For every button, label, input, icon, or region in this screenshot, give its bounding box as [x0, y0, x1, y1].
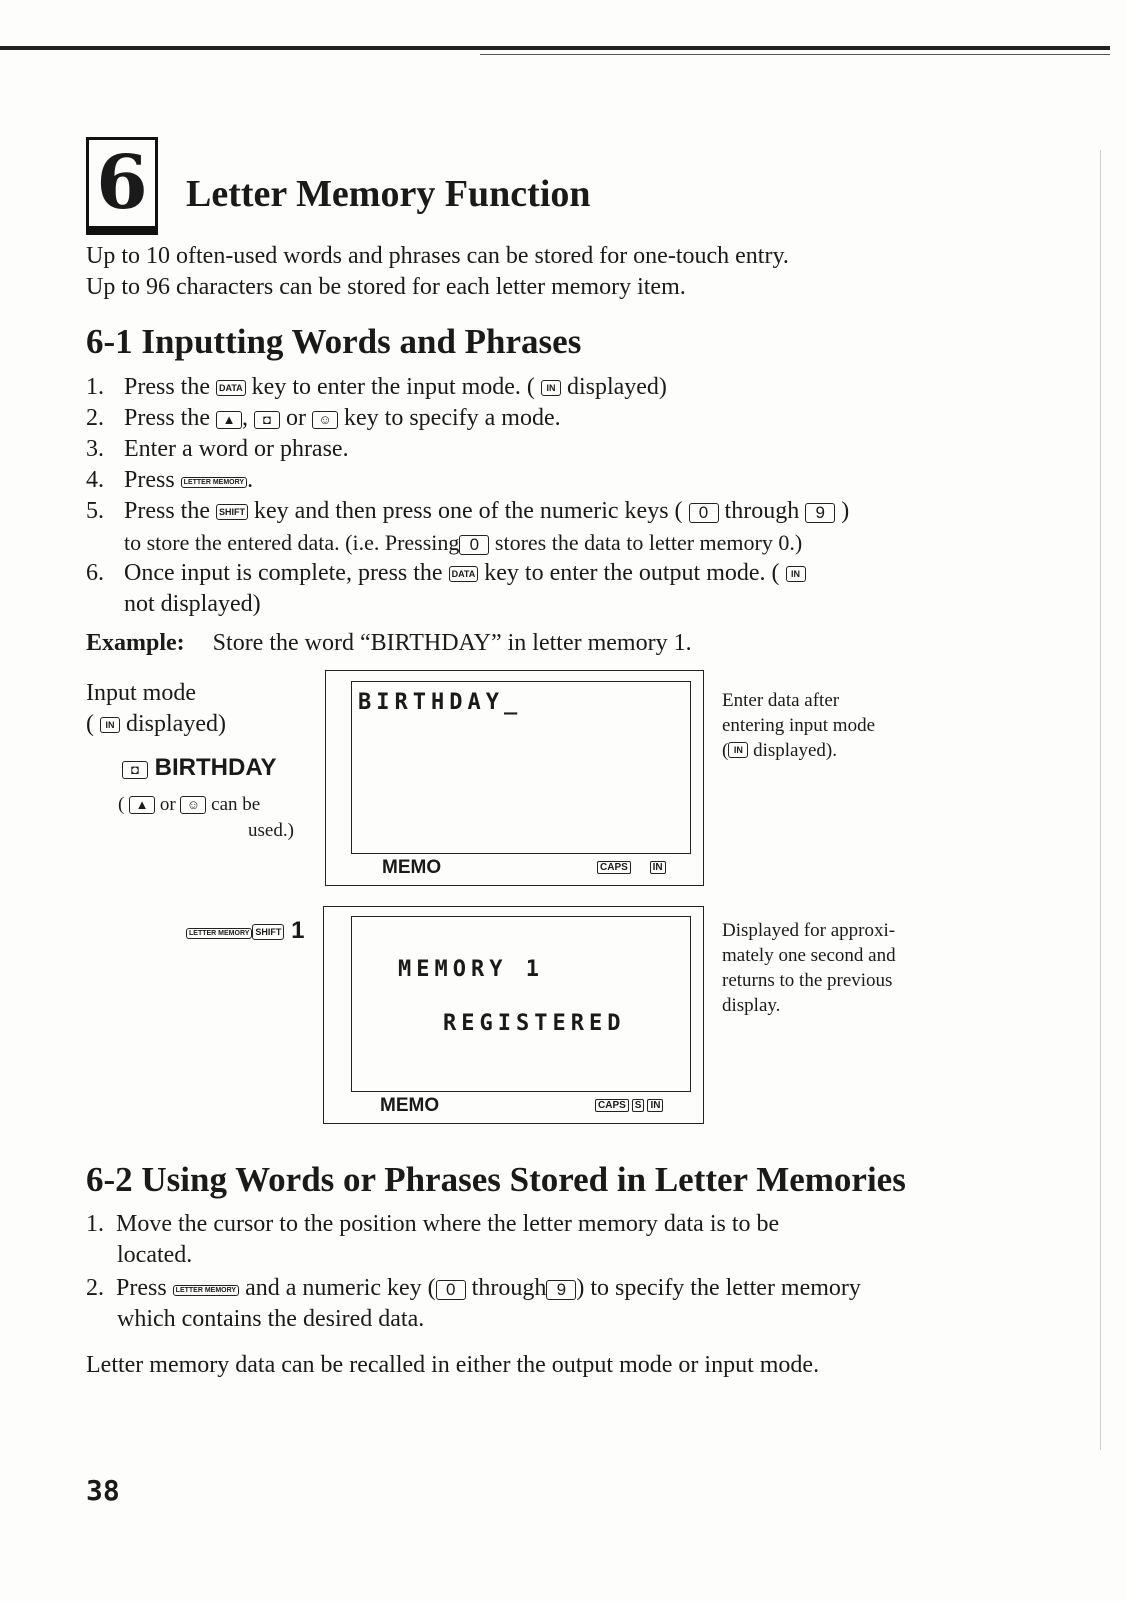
right-note-2a: Displayed for approxi- [722, 920, 896, 941]
right-note-1c: ( IN displayed). [722, 740, 837, 761]
right-note-2c: returns to the previous [722, 970, 893, 991]
zero-key-icon: 0 [689, 503, 719, 523]
step-4: 4. Press LETTER MEMORY . [86, 467, 254, 493]
shift-indicator-icon: S [632, 1099, 645, 1112]
caps-indicator-icon: CAPS [595, 1099, 629, 1112]
lcd-status-1: MEMO [382, 857, 442, 878]
chapter-title: Letter Memory Function [186, 173, 591, 215]
lcd-status-2: MEMO [380, 1095, 440, 1116]
chapter-number: 6 [96, 140, 148, 226]
step-6: 6. Once input is complete, press the DATA key to enter the output mode. ( IN [86, 558, 806, 589]
s2-step-2-cont: which contains the desired data. [117, 1306, 425, 1332]
step-6-cont: not displayed) [124, 591, 261, 617]
shift-key-icon: SHIFT [216, 504, 248, 520]
closing-text: Letter memory data can be recalled in either the output mode or input mode. [86, 1352, 820, 1378]
example-label: Example: [86, 630, 185, 656]
page-number: 38 [86, 1474, 120, 1507]
lcd-display-2 [323, 906, 704, 1124]
caps-key-icon: ▲ [216, 411, 242, 429]
top-rule [0, 46, 1110, 50]
smile-key-icon: ☺ [312, 411, 338, 429]
caps-key-icon: ▲ [129, 796, 155, 814]
lock-key-icon: ◘ [122, 761, 148, 779]
zero-key-icon: 0 [459, 535, 489, 555]
nine-key-icon: 9 [805, 503, 835, 523]
intro-line-2: Up to 96 characters can be stored for each letter memory item. [86, 274, 686, 300]
top-rule-thin [480, 54, 1110, 55]
right-note-2b: mately one second and [722, 945, 896, 966]
shift-key-icon: SHIFT [252, 924, 284, 940]
margin-line [1100, 150, 1101, 1450]
smile-key-icon: ☺ [180, 796, 206, 814]
nine-key-icon: 9 [546, 1280, 576, 1300]
key-sequence-birthday: ◘ BIRTHDAY [122, 754, 276, 782]
in-indicator-icon: IN [786, 566, 806, 582]
letter-memory-key-icon: LETTER MEMORY [173, 1285, 239, 1296]
lcd-registered-line: REGISTERED [443, 1011, 626, 1036]
chapter-number-box [86, 137, 158, 229]
key-sequence-store: LETTER MEMORY SHIFT 1 [186, 917, 304, 945]
step-5: 5. Press the SHIFT key and then press one of the numeric keys ( 0 through 9 ) [86, 498, 850, 524]
step-1: 1. Press the DATA key to enter the input mode. ( IN displayed) [86, 374, 667, 400]
zero-key-icon: 0 [436, 1280, 466, 1300]
in-indicator-icon: IN [728, 742, 748, 758]
s2-step-2: 2. Press LETTER MEMORY and a numeric key ( 0 through 9 ) to specify the letter memory [86, 1275, 861, 1301]
key-alt-note-cont: used.) [248, 820, 294, 841]
caps-indicator-icon: CAPS [597, 861, 631, 874]
in-displayed-label: ( IN displayed) [86, 711, 226, 737]
in-indicator-icon: IN [647, 1099, 663, 1112]
section-2-title: 6-2 Using Words or Phrases Stored in Letter Memories [86, 1160, 906, 1199]
letter-memory-key-icon: LETTER MEMORY [181, 477, 247, 488]
lcd-memory-line: MEMORY 1 [398, 957, 544, 982]
section-1-title: 6-1 Inputting Words and Phrases [86, 322, 582, 361]
right-note-1a: Enter data after [722, 690, 840, 711]
in-indicator-icon: IN [541, 380, 561, 396]
example-line [86, 628, 692, 659]
s2-step-1-cont: located. [117, 1242, 193, 1268]
input-mode-label: Input mode [86, 680, 196, 706]
step-3: 3. Enter a word or phrase. [86, 436, 349, 462]
lock-key-icon: ◘ [254, 411, 280, 429]
in-indicator-icon: IN [650, 861, 666, 874]
right-note-2d: display. [722, 995, 781, 1016]
lcd-display-1 [325, 670, 704, 886]
intro-line-1: Up to 10 often-used words and phrases can be stored for one-touch entry. [86, 243, 789, 269]
example-text: Store the word “BIRTHDAY” in letter memory 1. [212, 630, 692, 656]
letter-memory-key-icon: LETTER MEMORY [186, 928, 252, 939]
lcd-screen-1 [351, 681, 691, 854]
step-5-cont: to store the entered data. (i.e. Pressing 0 stores the data to letter memory 0.) [124, 530, 803, 555]
lcd-screen-2 [351, 916, 691, 1092]
lcd-indicators-2 [592, 1100, 663, 1111]
data-key-icon: DATA [449, 566, 479, 582]
s2-step-1: 1. Move the cursor to the position where the letter memory data is to be [86, 1211, 780, 1237]
step-2: 2. Press the ▲ , ◘ or ☺ key to specify a mode. [86, 405, 561, 431]
lcd-indicators-1 [594, 862, 666, 873]
right-note-1b: entering input mode [722, 715, 876, 736]
in-indicator-icon: IN [100, 717, 120, 733]
data-key-icon: DATA [216, 380, 246, 396]
lcd-input-text: BIRTHDAY_ [358, 690, 523, 715]
key-alt-note: ( ▲ or ☺ can be [118, 794, 261, 815]
